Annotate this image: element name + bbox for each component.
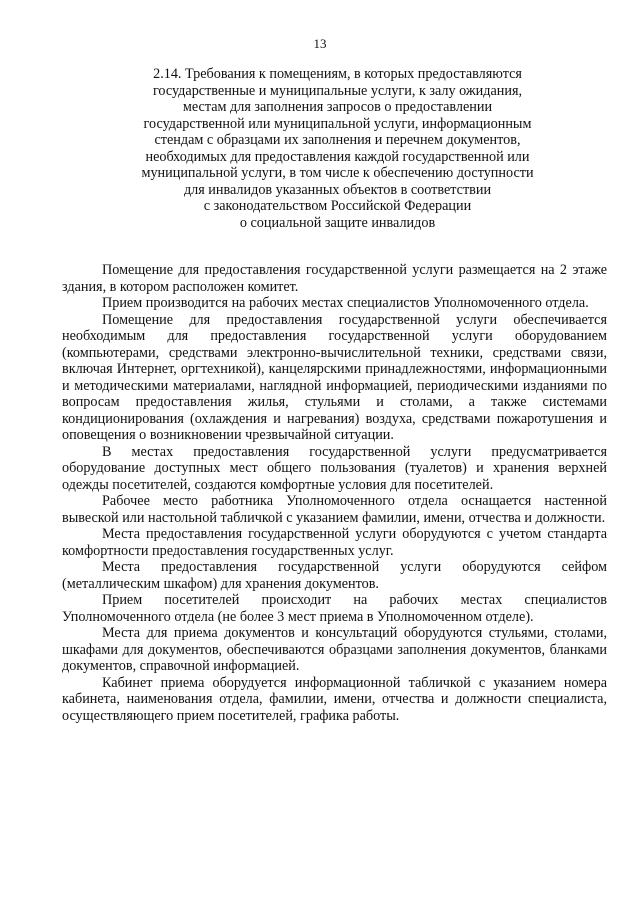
heading-line: с законодательством Российской Федерации bbox=[203, 198, 472, 214]
paragraph-document-places: Места для приема документов и консультаций оборудуются стульями, столами, шкафами для документов, обеспечиваются образцами заполнения документов, бланками документов, справочной информацией. bbox=[62, 625, 607, 674]
paragraph-facilities: В местах предоставления государственной услуги предусматривается оборудование доступных мест общего пользования (туалетов) и хранения верхней одежды посетителей, создаются комфортные условия для посетителей. bbox=[62, 443, 607, 493]
paragraph-equipment: Помещение для предоставления государственной услуги обеспечивается необходимым для предоставления государственной услуги оборудованием (компьютерами, средствами электронно-вычислительной техники, средствами связи, включая Интернет, оргтехникой), канцелярскими принадлежностями, информационными и методическими материалами, наглядной информацией, периодическими изданиями по вопросам предоставления жилья, стульями и столами, а также системами кондиционирования (охлаждения и нагревания) воздуха, средствами пожаротушения и оповещения о возникновении чрезвычайной ситуации. bbox=[62, 311, 607, 443]
heading-line: муниципальной услуги, в том числе к обеспечению доступности bbox=[141, 165, 534, 181]
heading-line: для инвалидов указанных объектов в соответствии bbox=[183, 181, 492, 198]
body-text bbox=[62, 262, 607, 724]
heading-line: государственные и муниципальные услуги, к залу ожидания, bbox=[152, 82, 523, 99]
heading-line: 2.14. Требования к помещениям, в которых предоставляются bbox=[153, 66, 522, 82]
section-heading bbox=[70, 66, 605, 231]
paragraph-office-sign: Кабинет приема оборудуется информационной табличкой с указанием номера кабинета, наименования отдела, фамилии, имени, отчества и должности специалиста, осуществляющего прием посетителей, графика работы. bbox=[62, 674, 607, 724]
heading-line: необходимых для предоставления каждой государственной или bbox=[145, 148, 530, 165]
page-number: 13 bbox=[313, 36, 327, 51]
heading-line: стендам с образцами их заполнения и перечнем документов, bbox=[154, 132, 521, 148]
heading-line: государственной или муниципальной услуги, информационным bbox=[143, 115, 532, 132]
paragraph-safe: Места предоставления государственной услуги оборудуются сейфом (металлическим шкафом) для хранения документов. bbox=[62, 559, 607, 592]
paragraph-premises-location: Помещение для предоставления государственной услуги размещается на 2 этаже здания, в котором расположен комитет. bbox=[62, 262, 607, 295]
heading-line: о социальной защите инвалидов bbox=[239, 214, 436, 231]
paragraph-visitor-reception: Прием посетителей происходит на рабочих местах специалистов Уполномоченного отдела (не более 3 мест приема в Уполномоченном отделе). bbox=[62, 592, 607, 625]
paragraph-comfort-standard: Места предоставления государственной услуги оборудуются с учетом стандарта комфортности предоставления государственных услуг. bbox=[62, 526, 607, 559]
paragraph-reception-places: Прием производится на рабочих местах специалистов Уполномоченного отдела. bbox=[102, 295, 589, 311]
heading-line: местам для заполнения запросов о предоставлении bbox=[182, 99, 493, 115]
paragraph-workplace-sign: Рабочее место работника Уполномоченного отдела оснащается настенной вывеской или настольной табличкой с указанием фамилии, имени, отчества и должности. bbox=[62, 493, 607, 526]
